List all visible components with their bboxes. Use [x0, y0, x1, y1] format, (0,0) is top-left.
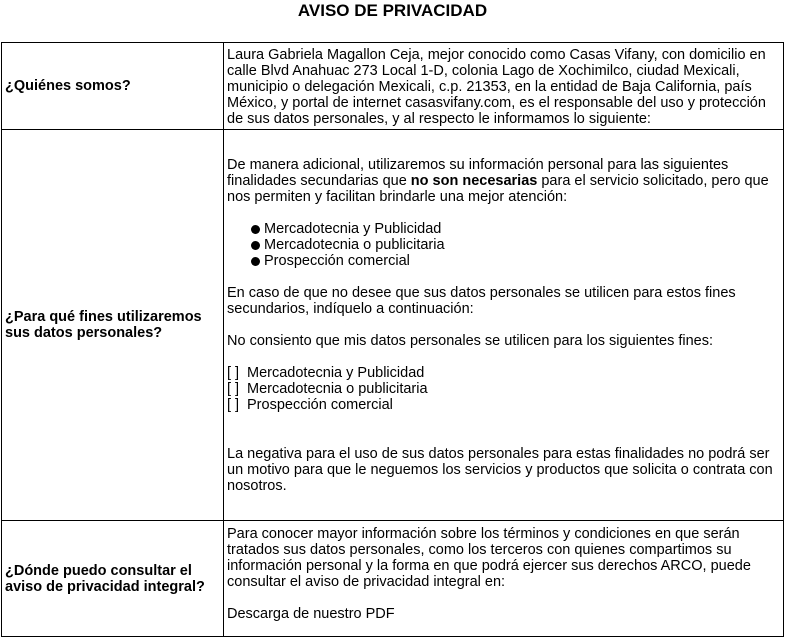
answer-purposes [224, 130, 784, 521]
full-notice-text: Para conocer mayor información sobre los términos y condiciones en que serán tratados sus datos personales, como los terceros con quienes compartimos su información personal y la forma en que podrá ejercer sus derechos ARCO, puede consultar el aviso de privacidad integral en: [227, 525, 751, 590]
checkbox[interactable]: [ ] [227, 364, 240, 381]
opt-out-option[interactable]: [ ] Prospección comercial [227, 396, 393, 413]
document-title: AVISO DE PRIVACIDAD [297, 1, 488, 20]
table-row [2, 130, 784, 521]
answer-who-are-we: Laura Gabriela Magallon Ceja, mejor conocido como Casas Vifany, con domicilio en calle Blvd Anahuac 273 Local 1-D, colonia Lago de Xochimilco, ciudad Mexicali, municipio o delegación Mexicali, c.p. 21353, en la entidad de Baja California, país México, y portal de internet casasvifany.com, es el responsable del uso y protección de sus datos personales, y al respecto le informamos lo siguiente: [224, 43, 784, 130]
download-pdf-link[interactable]: Descarga de nuestro PDF [227, 605, 395, 622]
privacy-notice-table [1, 42, 784, 637]
question-who-are-we: ¿Quiénes somos? [2, 43, 224, 130]
opt-out-text: En caso de que no desee que sus datos personales se utilicen para estos fines secundarios, indíquelo a continuación: [227, 284, 736, 317]
answer-full-notice [224, 521, 784, 637]
emphasis-not-necessary: no son necesarias [410, 172, 538, 189]
list-item: Mercadotecnia o publicitaria [249, 237, 780, 253]
consent-text: No consiento que mis datos personales se utilicen para los siguientes fines: [227, 332, 714, 349]
table-row [2, 521, 784, 637]
opt-out-option[interactable]: [ ] Mercadotecnia o publicitaria [227, 380, 428, 397]
opt-out-option[interactable]: [ ] Mercadotecnia y Publicidad [227, 364, 425, 381]
question-purposes: ¿Para qué fines utilizaremos sus datos personales? [2, 130, 224, 521]
opt-out-checkbox-list [227, 365, 780, 413]
list-item: Prospección comercial [249, 253, 780, 269]
list-item: Mercadotecnia y Publicidad [249, 221, 780, 237]
question-full-notice: ¿Dónde puedo consultar el aviso de privacidad integral? [2, 521, 224, 637]
refusal-notice: La negativa para el uso de sus datos personales para estas finalidades no podrá ser un motivo para que le neguemos los servicios y productos que solicita o contrata con nosotros. [227, 445, 773, 494]
purposes-list [227, 221, 780, 269]
secondary-purposes-intro: De manera adicional, utilizaremos su información personal para las siguientes finalidades secundarias que no son necesarias para el servicio solicitado, pero que nos permiten y facilitan brindarle una mejor atención: [227, 156, 769, 205]
table-row [2, 43, 784, 130]
checkbox[interactable]: [ ] [227, 396, 240, 413]
checkbox[interactable]: [ ] [227, 380, 240, 397]
